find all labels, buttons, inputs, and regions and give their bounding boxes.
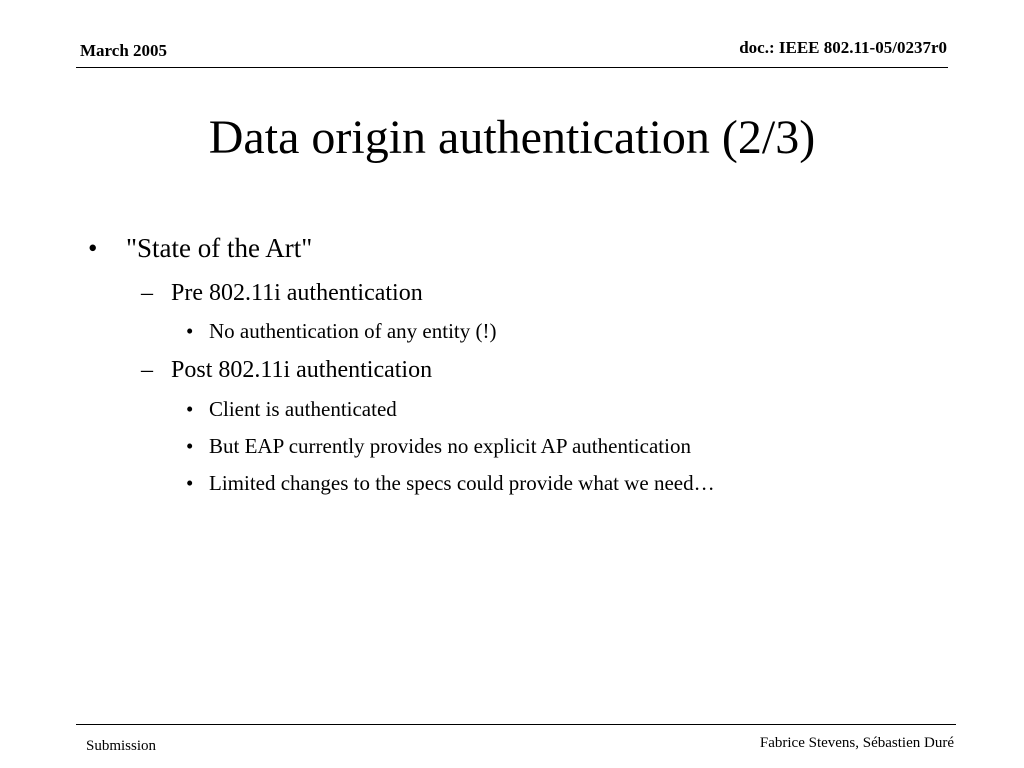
bullet-marker: • bbox=[186, 397, 194, 421]
footer-submission: Submission bbox=[86, 738, 157, 754]
slide-title: Data origin authentication (2/3) bbox=[208, 111, 816, 164]
bullet-text: But EAP currently provides no explicit AP authentication bbox=[209, 434, 691, 458]
bullet-text: Client is authenticated bbox=[209, 397, 397, 421]
bullet-text: No authentication of any entity (!) bbox=[209, 319, 497, 343]
bullet-marker: – bbox=[141, 357, 153, 383]
bullet-marker: • bbox=[186, 434, 194, 458]
bullet-text: Limited changes to the specs could provide what we need… bbox=[209, 471, 715, 495]
bullet-text: Post 802.11i authentication bbox=[171, 357, 433, 383]
bullet-text: "State of the Art" bbox=[126, 233, 313, 263]
footer-authors: Fabrice Stevens, Sébastien Duré bbox=[759, 735, 954, 751]
bullet-marker: • bbox=[88, 233, 98, 263]
header-doc-id: doc.: IEEE 802.11-05/0237r0 bbox=[739, 38, 947, 57]
footer-divider bbox=[76, 724, 956, 725]
bullet-text: Pre 802.11i authentication bbox=[171, 280, 423, 306]
header-date: March 2005 bbox=[80, 41, 168, 60]
bullet-marker: – bbox=[141, 280, 153, 306]
bullet-marker: • bbox=[186, 319, 194, 343]
bullet-marker: • bbox=[186, 471, 194, 495]
